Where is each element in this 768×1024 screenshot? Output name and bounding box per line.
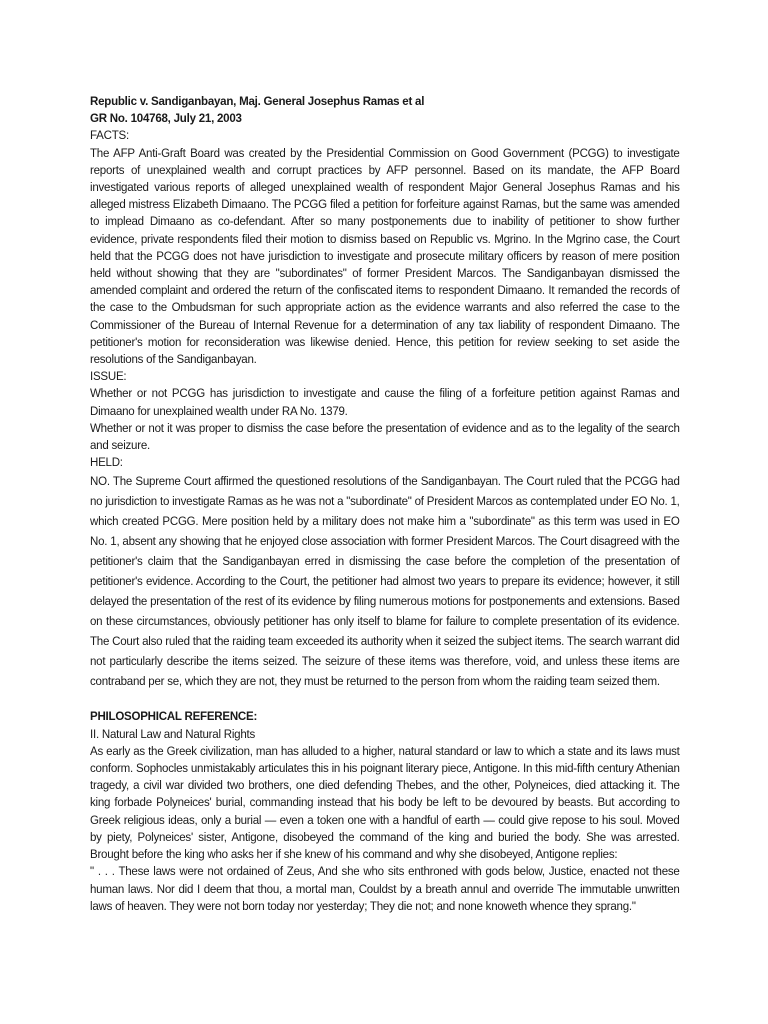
issue-label: ISSUE: xyxy=(90,369,127,384)
issue-item: Whether or not it was proper to dismiss the case before the presentation of evidence and as to the legality of the search and seizure. xyxy=(90,420,680,453)
document-page xyxy=(90,93,680,915)
issue-item: Whether or not PCGG has jurisdiction to investigate and cause the filing of a forfeiture petition against Ramas and Dimaano for unexplained wealth under RA No. 1379. xyxy=(90,386,680,418)
antigone-quote: " . . . These laws were not ordained of Zeus, And she who sits enthroned with gods below, Justice, enacted not these human laws. Nor did I deem that thou, a mortal man, Couldst by a breath annul and override The immutable unwritten laws of heaven. They were not born today nor yesterday; They die not; and none knoweth whence they sprang." xyxy=(90,864,680,913)
held-label: HELD: xyxy=(90,455,123,470)
held-text: NO. The Supreme Court affirmed the questioned resolutions of the Sandiganbayan. The Court ruled that the PCGG had no jurisdiction to investigate Ramas as he was not a "subordinate" of President Marcos as contemplated under EO No. 1, which created PCGG. Mere position held by a military does not make him a "subordinate" as this term was used in EO No. 1, absent any showing that he enjoyed close association with former President Marcos. The Court disagreed with the petitioner's claim that the Sandiganbayan erred in dismissing the case before the completion of the presentation of petitioner's evidence. According to the Court, the petitioner had almost two years to prepare its evidence; however, it still delayed the presentation of the rest of its evidence by filing numerous motions for postponements and extensions. Based on these circumstances, obviously petitioner has only itself to blame for failure to complete presentation of its evidence. The Court also ruled that the raiding team exceeded its authority when it seized the subject items. The search warrant did not particularly describe the items seized. The seizure of these items was therefore, void, and unless these items are contraband per se, which they are not, they must be returned to the person from whom the raiding team seized them. xyxy=(90,474,680,689)
philosophical-heading: PHILOSOPHICAL REFERENCE: xyxy=(90,709,258,724)
section-spacer xyxy=(90,691,680,708)
philosophical-paragraph: As early as the Greek civilization, man has alluded to a higher, natural standard or law to which a state and its laws must conform. Sophocles unmistakably articulates this in his poignant literary piece, Antigone. In this mid-fifth century Athenian tragedy, a civil war divided two brothers, one died defending Thebes, and the other, Polyneices, died attacking it. The king forbade Polyneices' burial, commanding instead that his body be left to be devoured by beasts. But according to Greek religious ideas, only a burial — even a token one with a handful of earth — could give repose to his soul. Moved by piety, Polyneices' sister, Antigone, disobeyed the command of the king and buried the body. She was arrested. Brought before the king who asks her if she knew of his command and why she disobeyed, Antigone replies: xyxy=(90,743,680,862)
facts-label: FACTS: xyxy=(90,128,129,143)
facts-text: The AFP Anti-Graft Board was created by the Presidential Commission on Good Government (PCGG) to investigate reports of unexplained wealth and corrupt practices by AFP personnel. Based on its mandate, the AFP Board investigated various reports of alleged unexplained wealth of respondent Major General Josephus Ramas and his alleged mistress Elizabeth Dimaano. The PCGG filed a petition for forfeiture against Ramas, but the same was amended to implead Dimaano as co-defendant. After so many postponements due to inability of petitioner to show further evidence, private respondents filed their motion to dismiss based on Republic vs. Mgrino. In the Mgrino case, the Court held that the PCGG does not have jurisdiction to investigate and prosecute military officers by reason of mere position held without showing that they are "subordinates" of former President Marcos. The Sandiganbayan dismissed the amended complaint and ordered the return of the confiscated items to respondent Dimaano. It remanded the records of the case to the Ombudsman for such appropriate action as the evidence warrants and also referred the case to the Commissioner of the Bureau of Internal Revenue for a determination of any tax liability of respondent Dimaano. The petitioner's motion for reconsideration was likewise denied. Hence, this petition for review seeking to set aside the resolutions of the Sandiganbayan. xyxy=(90,145,680,367)
case-title: Republic v. Sandiganbayan, Maj. General Josephus Ramas et al xyxy=(90,94,425,108)
philosophical-subheading: II. Natural Law and Natural Rights xyxy=(90,726,256,741)
case-gr-number: GR No. 104768, July 21, 2003 xyxy=(90,111,242,126)
